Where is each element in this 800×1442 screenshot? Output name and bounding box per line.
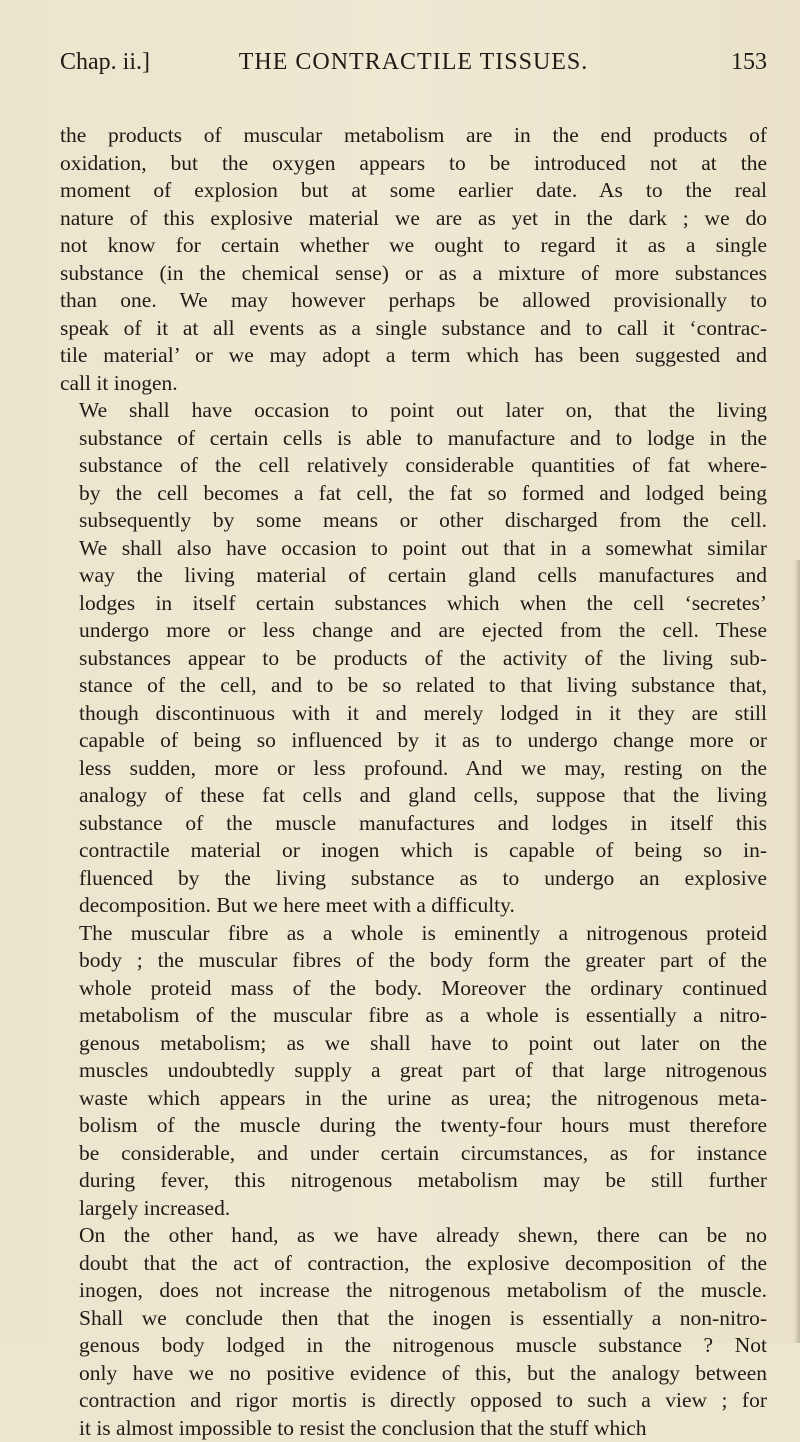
text-line: capable of being so influenced by it as to undergo change more or [60, 727, 767, 755]
chapter-label: Chap. ii.] [60, 44, 150, 80]
text-line: nature of this explosive material we are as yet in the dark ; we do [60, 205, 767, 233]
text-line: subsequently by some means or other discharged from the cell. [60, 507, 767, 535]
text-line: analogy of these fat cells and gland cells, suppose that the living [60, 782, 767, 810]
text-line: We shall have occasion to point out later on, that the living [60, 397, 767, 425]
text-line: doubt that the act of contraction, the explosive decomposition of the [60, 1250, 767, 1278]
text-line: oxidation, but the oxygen appears to be introduced not at the [60, 150, 767, 178]
text-line: call it inogen. [60, 370, 767, 398]
text-line: metabolism of the muscular fibre as a whole is essentially a nitro- [60, 1002, 767, 1030]
text-line: largely increased. [60, 1195, 767, 1223]
text-line: only have we no positive evidence of this, but the analogy between [60, 1360, 767, 1388]
text-line: substances appear to be products of the activity of the living sub- [60, 645, 767, 673]
text-line: stance of the cell, and to be so related to that living substance that, [60, 672, 767, 700]
text-line: lodges in itself certain substances which when the cell ‘secretes’ [60, 590, 767, 618]
text-line: muscles undoubtedly supply a great part of that large nitrogenous [60, 1057, 767, 1085]
text-line: not know for certain whether we ought to regard it as a single [60, 232, 767, 260]
text-line: be considerable, and under certain circumstances, as for instance [60, 1140, 767, 1168]
text-line: it is almost impossible to resist the conclusion that the stuff which [60, 1415, 767, 1442]
text-line: On the other hand, as we have already shewn, there can be no [60, 1222, 767, 1250]
text-line: genous metabolism; as we shall have to point out later on the [60, 1030, 767, 1058]
paragraph [60, 122, 767, 397]
text-line: substance of certain cells is able to manufacture and to lodge in the [60, 425, 767, 453]
running-header [60, 44, 767, 80]
text-line: decomposition. But we here meet with a difficulty. [60, 892, 767, 920]
text-line: less sudden, more or less profound. And we may, resting on the [60, 755, 767, 783]
text-line: fluenced by the living substance as to undergo an explosive [60, 865, 767, 893]
text-line: moment of explosion but at some earlier date. As to the real [60, 177, 767, 205]
text-line: by the cell becomes a fat cell, the fat so formed and lodged being [60, 480, 767, 508]
text-line: genous body lodged in the nitrogenous muscle substance ? Not [60, 1332, 767, 1360]
text-line: whole proteid mass of the body. Moreover the ordinary continued [60, 975, 767, 1003]
page-number: 153 [731, 44, 767, 80]
text-line: than one. We may however perhaps be allowed provisionally to [60, 287, 767, 315]
paragraph [60, 920, 767, 1223]
text-line: substance (in the chemical sense) or as a mixture of more substances [60, 260, 767, 288]
text-line: during fever, this nitrogenous metabolism may be still further [60, 1167, 767, 1195]
text-line: though discontinuous with it and merely lodged in it they are still [60, 700, 767, 728]
text-line: contraction and rigor mortis is directly opposed to such a view ; for [60, 1387, 767, 1415]
text-line: contractile material or inogen which is capable of being so in- [60, 837, 767, 865]
text-line: Shall we conclude then that the inogen is essentially a non-nitro- [60, 1305, 767, 1333]
page-edge-shadow [794, 560, 800, 1343]
text-line: the products of muscular metabolism are in the end products of [60, 122, 767, 150]
body-text [60, 122, 767, 1442]
text-line: way the living material of certain gland cells manufactures and [60, 562, 767, 590]
paragraph [60, 1222, 767, 1442]
text-line: We shall also have occasion to point out that in a somewhat similar [60, 535, 767, 563]
text-line: tile material’ or we may adopt a term which has been suggested and [60, 342, 767, 370]
text-line: speak of it at all events as a single substance and to call it ‘contrac- [60, 315, 767, 343]
text-line: substance of the cell relatively considerable quantities of fat where- [60, 452, 767, 480]
running-title: THE CONTRACTILE TISSUES. [239, 44, 589, 80]
text-line: bolism of the muscle during the twenty-four hours must therefore [60, 1112, 767, 1140]
text-line: The muscular fibre as a whole is eminently a nitrogenous proteid [60, 920, 767, 948]
text-line: undergo more or less change and are ejected from the cell. These [60, 617, 767, 645]
text-line: waste which appears in the urine as urea; the nitrogenous meta- [60, 1085, 767, 1113]
text-line: body ; the muscular fibres of the body form the greater part of the [60, 947, 767, 975]
text-line: substance of the muscle manufactures and lodges in itself this [60, 810, 767, 838]
paragraph [60, 397, 767, 920]
text-line: inogen, does not increase the nitrogenous metabolism of the muscle. [60, 1277, 767, 1305]
